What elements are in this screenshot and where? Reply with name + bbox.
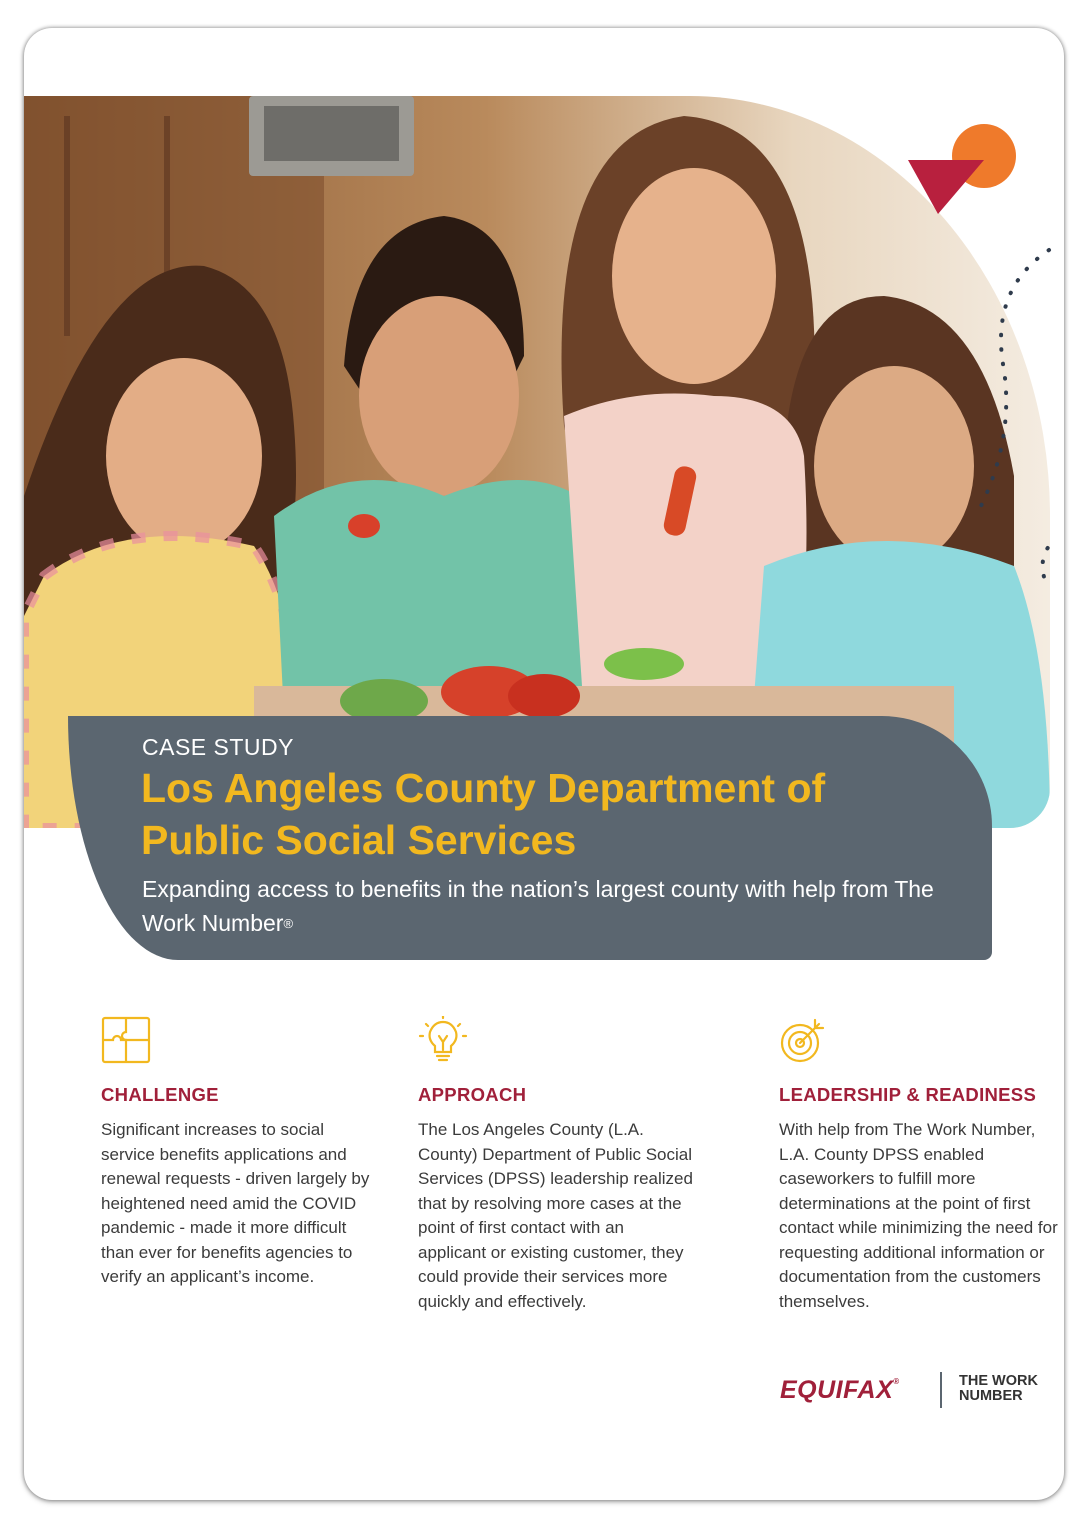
logo-divider <box>940 1372 942 1408</box>
challenge-section <box>101 1016 376 1290</box>
dotted-arc-shape <box>979 250 1049 510</box>
page-subtitle <box>142 872 942 941</box>
section-heading: CHALLENGE <box>101 1084 219 1105</box>
registered-mark: ® <box>283 916 294 931</box>
red-triangle-shape <box>908 160 984 214</box>
target-icon <box>779 1016 829 1064</box>
section-heading: APPROACH <box>418 1084 527 1105</box>
section-heading: LEADERSHIP & READINESS <box>779 1084 1037 1105</box>
subtitle-text: Expanding access to benefits in the nation’s largest county with help from The Work Number <box>142 876 934 936</box>
section-body: The Los Angeles County (L.A. County) Department of Public Social Services (DPSS) leadership realized that by resolving more cases at the point of first contact with an applicant or existing customer, they could provide their services more quickly and effectively. <box>418 1120 693 1311</box>
section-body: With help from The Work Number, L.A. County DPSS enabled caseworkers to fulfill more determinations at the point of first contact while minimizing the need for requesting additional information or documentation from the customers themselves. <box>779 1120 1058 1311</box>
the-work-number-wordmark: THE WORK NUMBER <box>959 1373 1038 1404</box>
approach-section <box>418 1016 693 1314</box>
lightbulb-icon <box>418 1016 468 1064</box>
puzzle-icon <box>101 1016 151 1064</box>
case-study-label: CASE STUDY <box>142 734 294 760</box>
decorative-shapes <box>894 120 1064 580</box>
leadership-section <box>779 1016 1064 1314</box>
equifax-wordmark: EQUIFAX® <box>780 1376 900 1404</box>
page-title: Los Angeles County Department of Public Social Services <box>141 765 826 863</box>
section-body: Significant increases to social service benefits applications and renewal requests - driven largely by heightened need amid the COVID pandemic - made it more difficult than ever for benefits agencies to verify an applicant’s income. <box>101 1120 370 1286</box>
document-page <box>24 28 1064 1500</box>
